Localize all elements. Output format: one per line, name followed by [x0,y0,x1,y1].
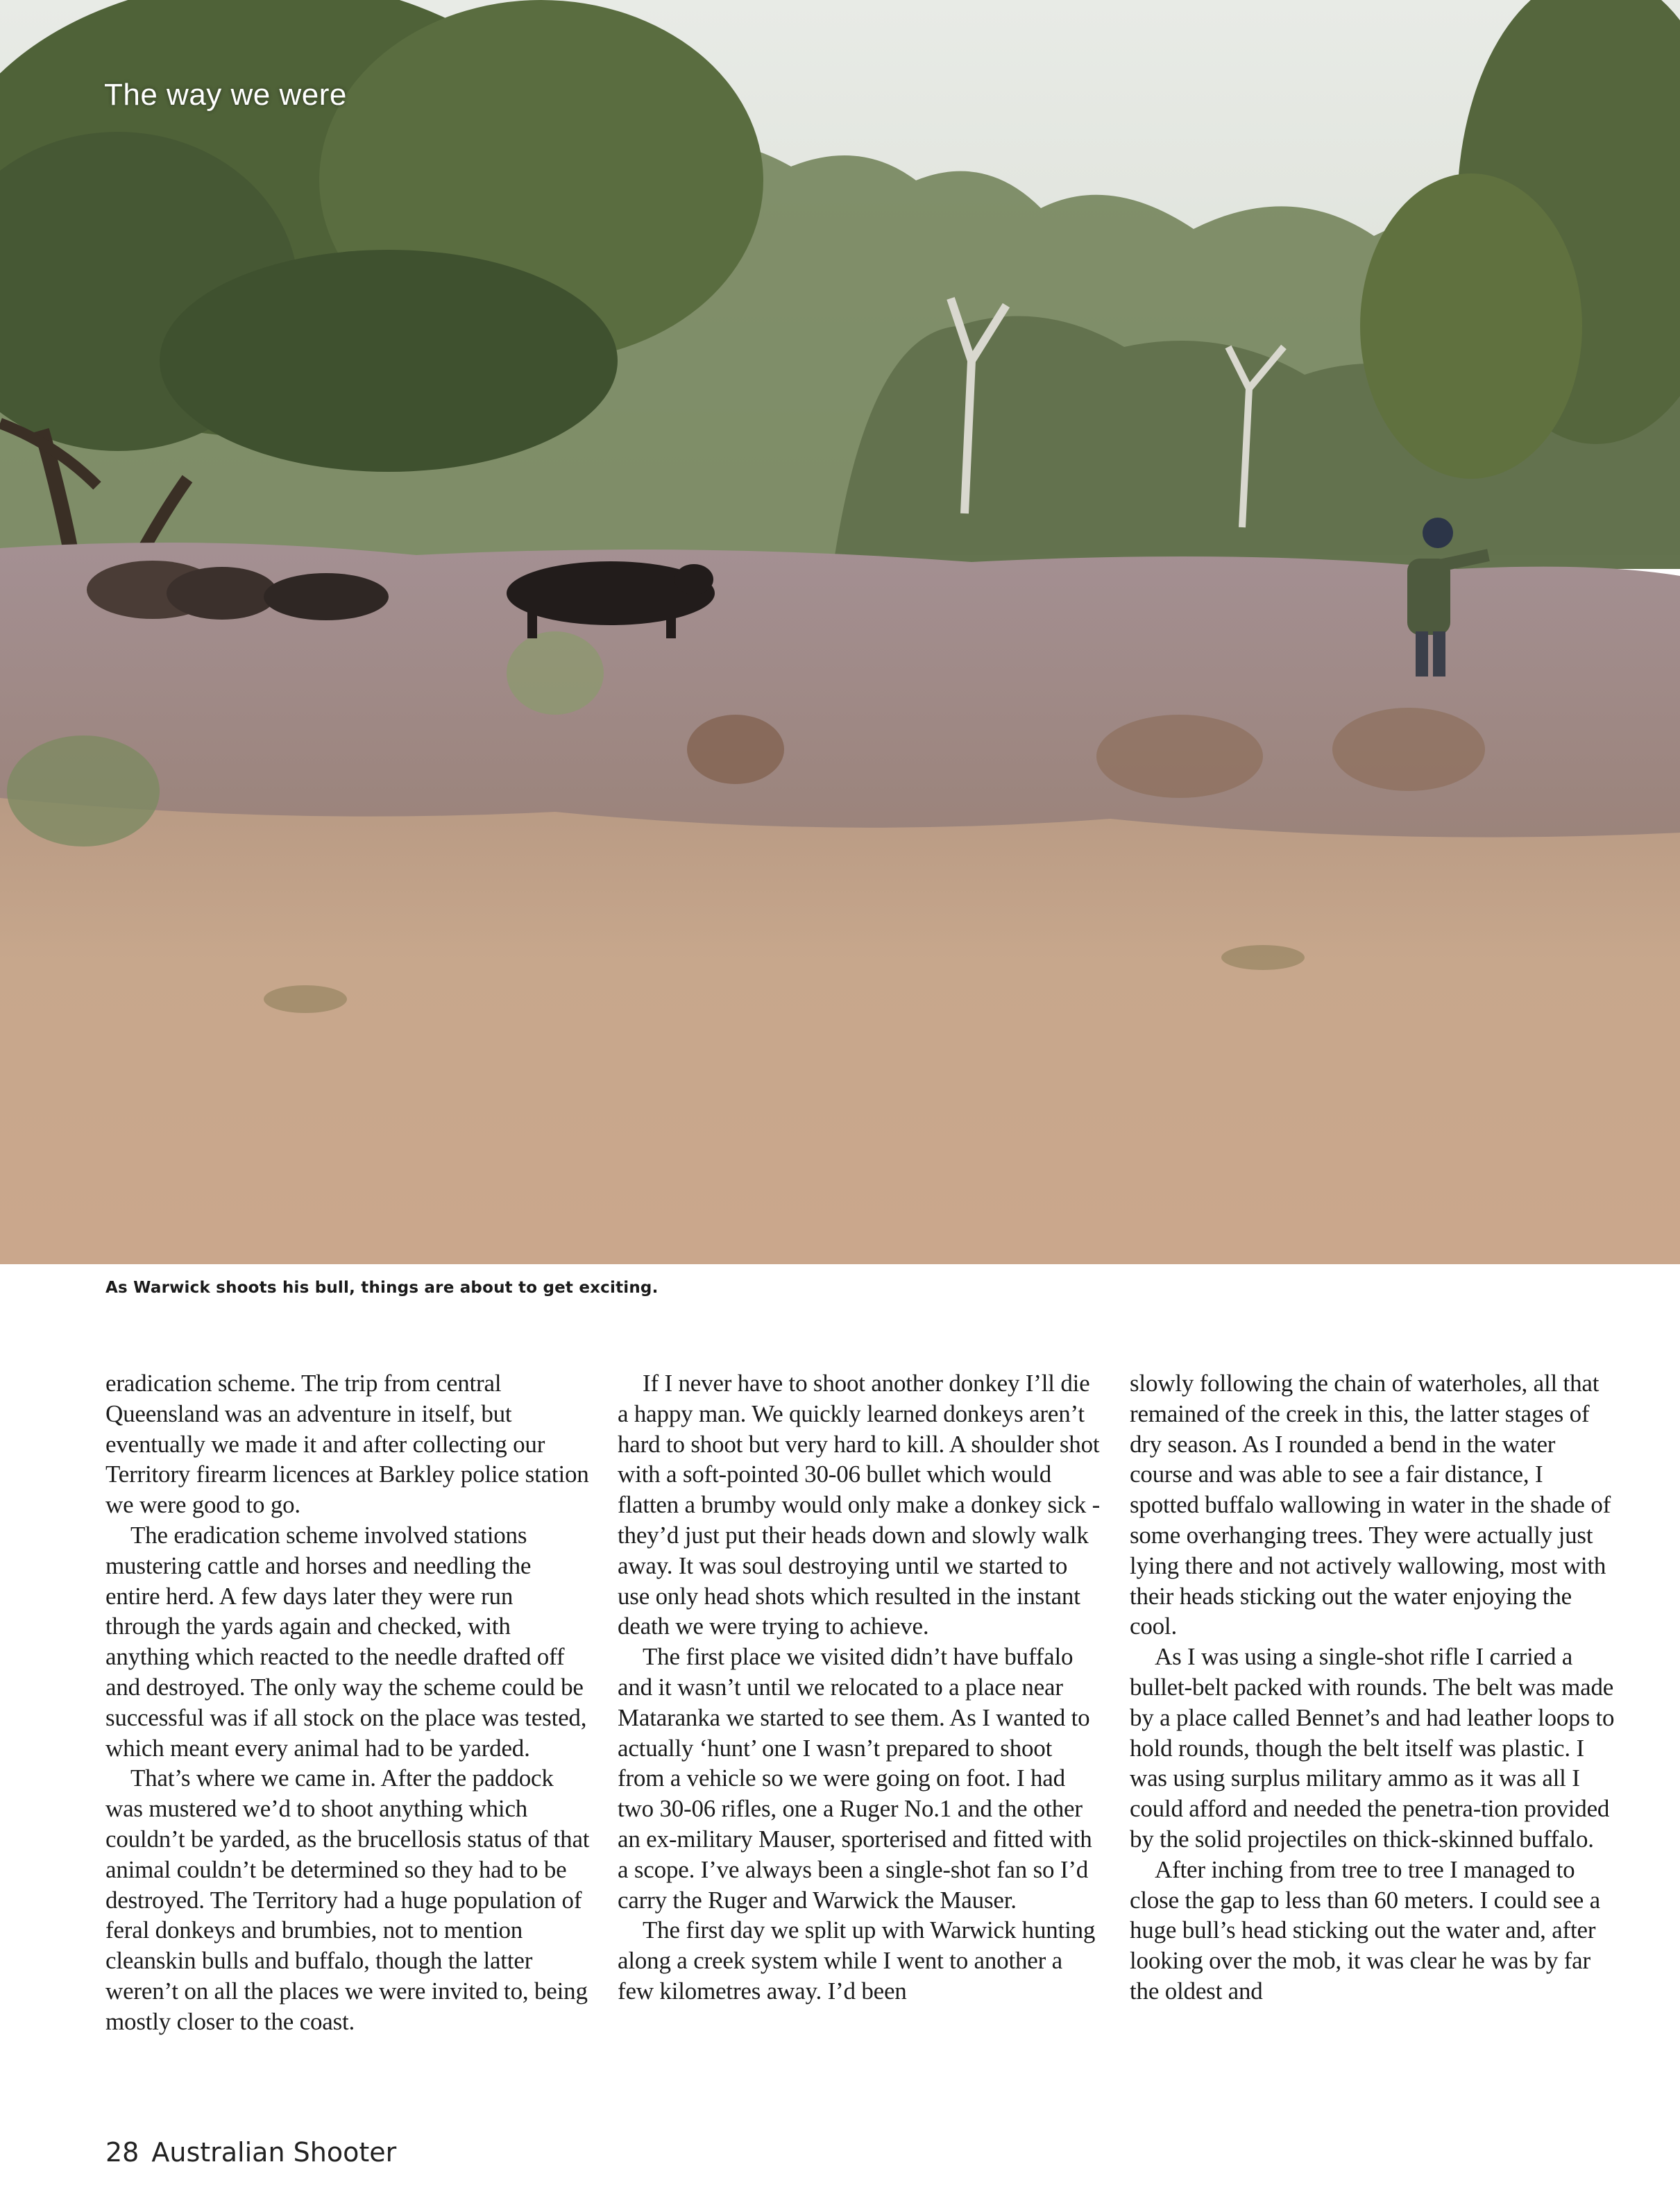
photo-caption: As Warwick shoots his bull, things are about to get exciting. [105,1279,659,1297]
paragraph: After inching from tree to tree I managed to close the gap to less than 60 meters. I could see a huge bull’s head sticking out the water and, after looking over the mob, it was clear he was by far the oldest and [1130,1855,1600,2005]
paragraph: slowly following the chain of waterholes, all that remained of the creek in this, the latter stages of dry season. As I rounded a bend in the water course and was able to see a fair distance, I spotted buffalo wallowing in water in the shade of some overhanging trees. They were actually just lying there and not actively wallowing, most with their heads sticking out the water enjoying the cool. [1130,1370,1611,1640]
paragraph: The first day we split up with Warwick hunting along a creek system while I went to another a few kilometres away. I’d been [618,1916,1096,2005]
text-column-2 [618,1368,1103,2062]
section-tag: The way we were [104,78,347,112]
paragraph: That’s where we came in. After the paddock was mustered we’d to shoot anything which couldn’t be yarded, as the brucellosis status of that animal couldn’t be determined so they had to be destroyed. The Territory had a huge population of feral donkeys and brumbies, not to mention cleanskin bulls and buffalo, though the latter weren’t on all the places we were invited to, being mostly closer to the coast. [105,1764,590,2035]
text-column-3 [1130,1368,1615,2062]
page-footer [105,2137,396,2168]
paragraph: As I was using a single-shot rifle I carried a bullet-belt packed with rounds. The belt was made by a place called Bennet’s and had leather loops to hold rounds, though the belt itself was plastic. I was using surplus military ammo as it was all I could afford and needed the penetra-tion provided by the solid projectiles on thick-skinned buffalo. [1130,1643,1615,1853]
paragraph: eradication scheme. The trip from central Queensland was an adventure in itself, but eventually we made it and after collecting our Territory firearm licences at Barkley police station we were good to go. [105,1370,589,1519]
paragraph: The first place we visited didn’t have buffalo and it wasn’t until we relocated to a place near Mataranka we started to see them. As I wanted to actually ‘hunt’ one I wasn’t prepared to shoot from a vehicle so we were going on foot. I had two 30-06 rifles, one a Ruger No.1 and the other an ex-military Mauser, sporterised and fitted with a scope. I’ve always been a single-shot fan so I’d carry the Ruger and Warwick the Mauser. [618,1643,1092,1914]
publication-name: Australian Shooter [151,2137,397,2168]
text-column-1 [105,1368,591,2062]
paragraph: If I never have to shoot another donkey I’ll die a happy man. We quickly learned donkeys aren’t hard to shoot but very hard to kill. A shoulder shot with a soft-pointed 30-06 bullet which would flatten a brumby would only make a donkey sick - they’d just put their heads down and slowly walk away. It was soul destroying until we started to use only head shots which resulted in the instant death we were trying to achieve. [618,1370,1101,1640]
page-number: 28 [105,2137,139,2168]
paragraph: The eradication scheme involved stations mustering cattle and horses and needling the entire herd. A few days later they were run through the yards again and checked, with anything which reacted to the needle drafted off and destroyed. The only way the scheme could be successful was if all stock on the place was tested, which meant every animal had to be yarded. [105,1521,587,1762]
